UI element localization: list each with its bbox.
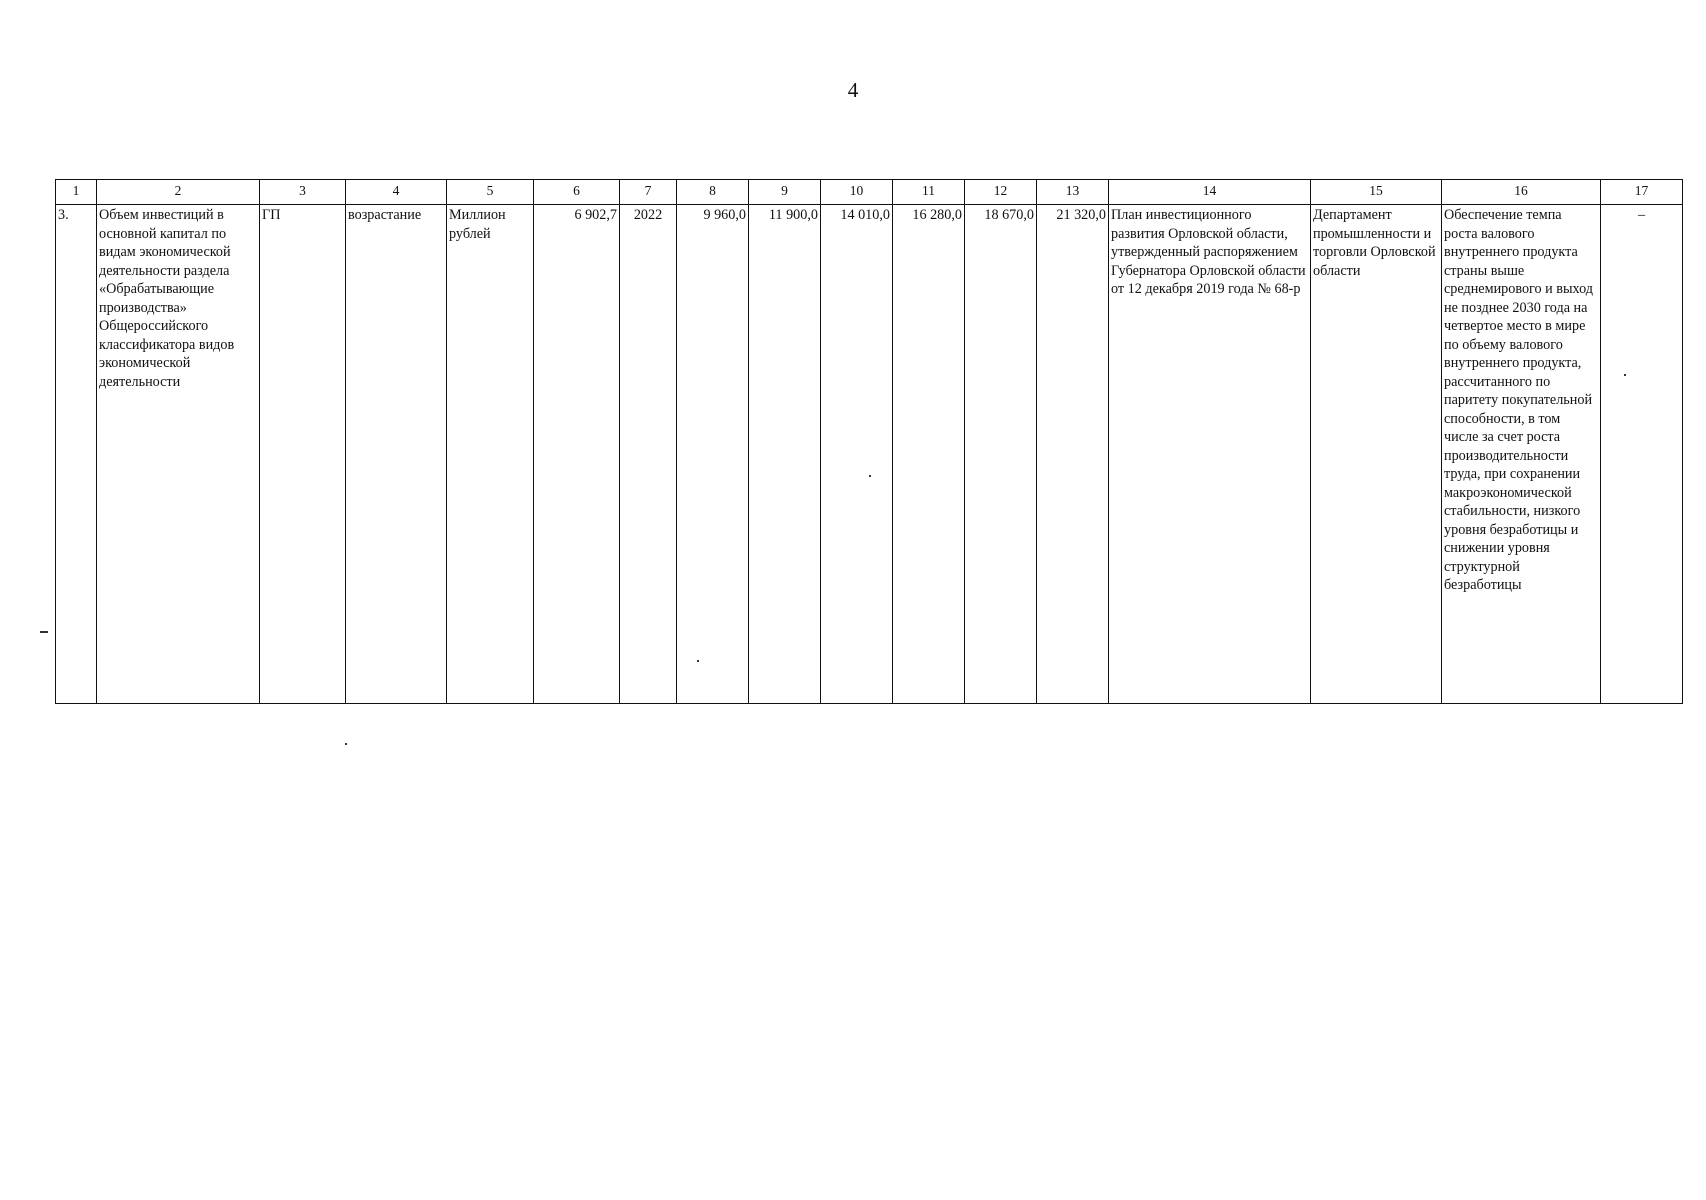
- scan-speck: [869, 475, 871, 477]
- table-row: [56, 205, 1683, 704]
- trend-cell: возрастание: [346, 205, 447, 704]
- header-cell: 14: [1109, 180, 1311, 205]
- value-cell: 18 670,0: [965, 205, 1037, 704]
- base-value-cell: 6 902,7: [534, 205, 620, 704]
- page-number: 4: [847, 78, 859, 102]
- header-cell: 1: [56, 180, 97, 205]
- header-cell: 6: [534, 180, 620, 205]
- scan-speck: [697, 660, 699, 662]
- scan-speck: [1624, 374, 1626, 376]
- scan-speck: [40, 631, 48, 633]
- header-cell: 2: [97, 180, 260, 205]
- header-cell: 13: [1037, 180, 1109, 205]
- column-number-row: [56, 180, 1683, 205]
- header-cell: 8: [677, 180, 749, 205]
- indicator-level-cell: ГП: [260, 205, 346, 704]
- header-cell: 17: [1601, 180, 1683, 205]
- base-year-cell: 2022: [620, 205, 677, 704]
- scan-speck: [345, 743, 347, 745]
- header-cell: 10: [821, 180, 893, 205]
- responsible-body-cell: Департамент промышленности и торговли Орловской области: [1311, 205, 1442, 704]
- value-cell: 9 960,0: [677, 205, 749, 704]
- indicator-table: [55, 179, 1683, 704]
- value-cell: 21 320,0: [1037, 205, 1109, 704]
- header-cell: 12: [965, 180, 1037, 205]
- national-goal-cell: Обеспечение темпа роста валового внутреннего продукта страны выше среднемирового и выход не позднее 2030 года на четвертое место в мире по объему валового внутреннего продукта, рассчитанного по паритету покупательной способности, в том числе за счет роста производительности труда, при сохранении макроэкономической стабильности, низкого уровня безработицы и снижении уровня структурной безработицы: [1442, 205, 1601, 704]
- header-cell: 11: [893, 180, 965, 205]
- header-cell: 4: [346, 180, 447, 205]
- notes-cell: –: [1601, 205, 1683, 704]
- document-basis-cell: План инвестиционного развития Орловской области, утвержденный распоряжением Губернатора Орловской области от 12 декабря 2019 года № 68-р: [1109, 205, 1311, 704]
- value-cell: 11 900,0: [749, 205, 821, 704]
- header-cell: 9: [749, 180, 821, 205]
- header-cell: 5: [447, 180, 534, 205]
- unit-cell: Миллион рублей: [447, 205, 534, 704]
- header-cell: 7: [620, 180, 677, 205]
- value-cell: 14 010,0: [821, 205, 893, 704]
- header-cell: 15: [1311, 180, 1442, 205]
- header-cell: 3: [260, 180, 346, 205]
- header-cell: 16: [1442, 180, 1601, 205]
- value-cell: 16 280,0: [893, 205, 965, 704]
- row-number-cell: 3.: [56, 205, 97, 704]
- indicator-name-cell: Объем инвестиций в основной капитал по видам экономической деятельности раздела «Обрабатывающие производства» Общероссийского классификатора видов экономической деятельности: [97, 205, 260, 704]
